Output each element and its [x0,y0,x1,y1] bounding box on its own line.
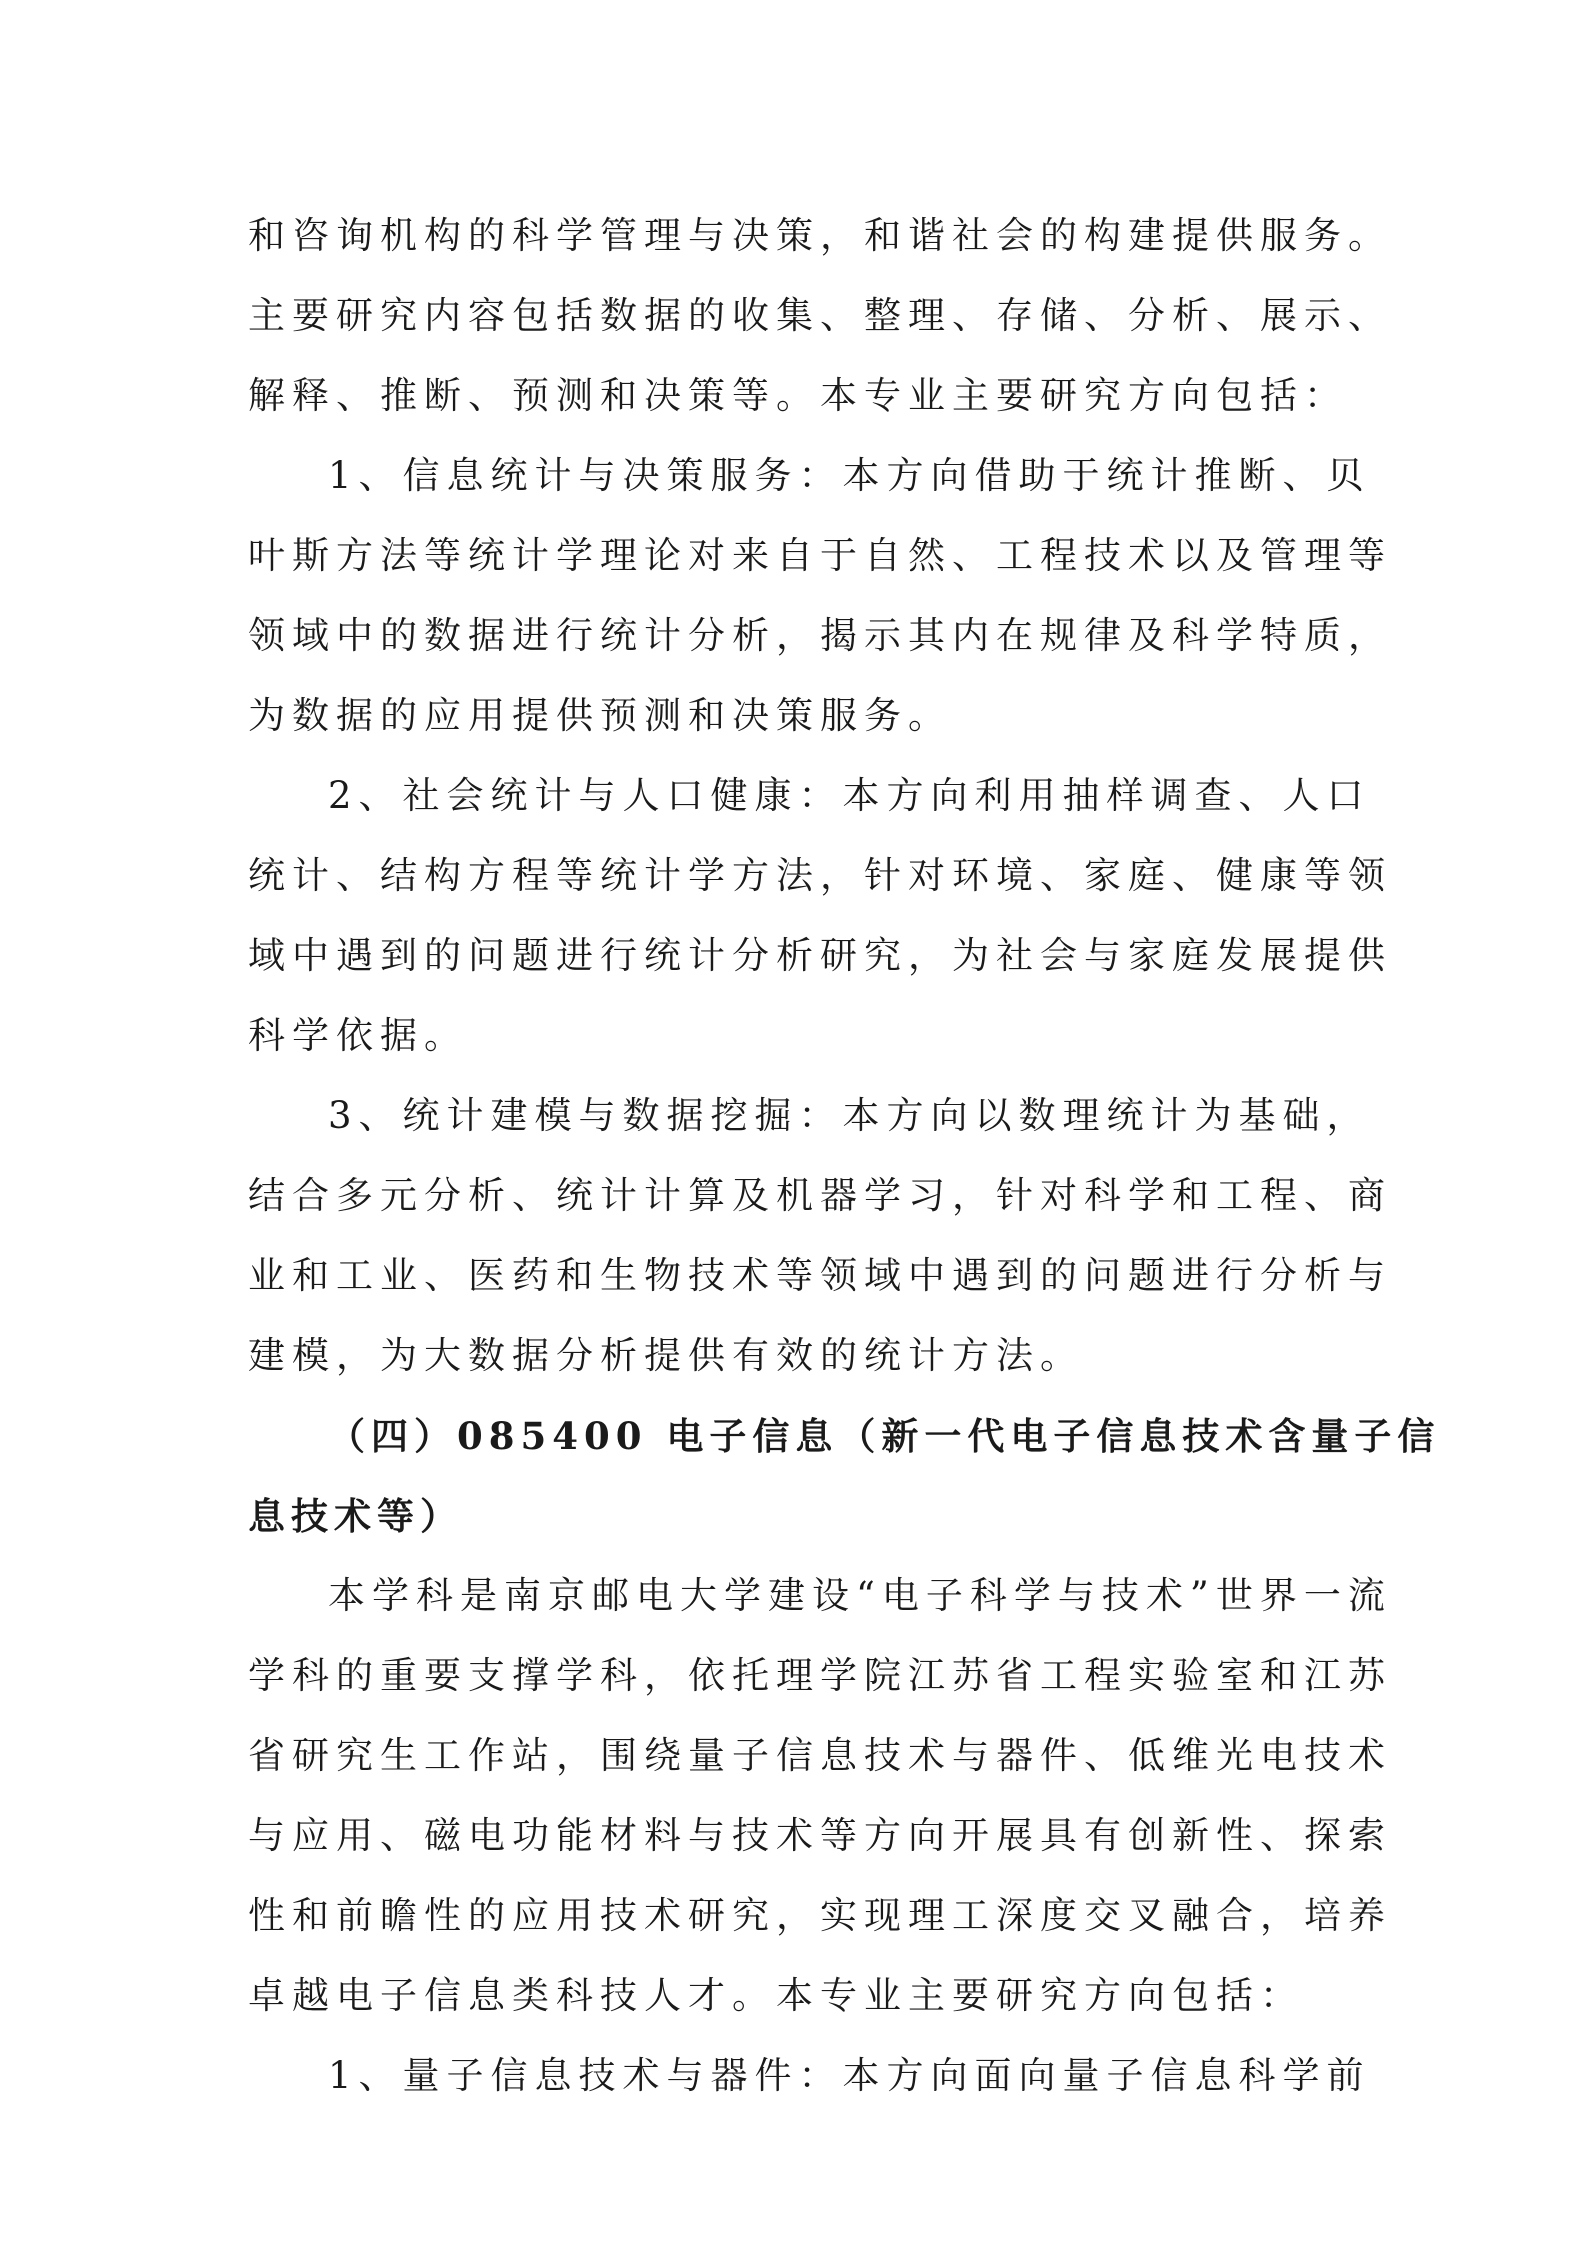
paragraph-first-line: 1、信息统计与决策服务：本方向借助于统计推断、贝 [328,454,1371,497]
paragraph-first-line: 2、社会统计与人口健康：本方向利用抽样调查、人口 [328,774,1371,817]
text-line: 解释、推断、预测和决策等。本专业主要研究方向包括： [248,374,1348,417]
text-line: 学科的重要支撑学科，依托理学院江苏省工程实验室和江苏 [248,1654,1392,1697]
text-line: 叶斯方法等统计学理论对来自于自然、工程技术以及管理等 [248,534,1392,577]
text-line: 建模，为大数据分析提供有效的统计方法。 [248,1334,1084,1377]
text-line: 科学依据。 [248,1014,468,1057]
section-heading: （四）085400 电子信息（新一代电子信息技术含量子信 [328,1414,1441,1458]
text-line: 卓越电子信息类科技人才。本专业主要研究方向包括： [248,1974,1304,2017]
text-line: 业和工业、医药和生物技术等领域中遇到的问题进行分析与 [248,1254,1392,1297]
paragraph-first-line: 1、量子信息技术与器件：本方向面向量子信息科学前 [328,2054,1371,2097]
text-line: 性和前瞻性的应用技术研究，实现理工深度交叉融合，培养 [248,1894,1392,1937]
text-line: 领域中的数据进行统计分析，揭示其内在规律及科学特质， [248,614,1392,657]
text-line: 域中遇到的问题进行统计分析研究，为社会与家庭发展提供 [248,934,1392,977]
text-line: 省研究生工作站，围绕量子信息技术与器件、低维光电技术 [248,1734,1392,1777]
text-line: 主要研究内容包括数据的收集、整理、存储、分析、展示、 [248,294,1392,337]
text-line: 和咨询机构的科学管理与决策，和谐社会的构建提供服务。 [248,214,1392,257]
paragraph-first-line: 本学科是南京邮电大学建设“电子科学与技术”世界一流 [328,1574,1392,1617]
text-line: 为数据的应用提供预测和决策服务。 [248,694,952,737]
paragraph-first-line: 3、统计建模与数据挖掘：本方向以数理统计为基础， [328,1094,1371,1137]
text-line: 统计、结构方程等统计学方法，针对环境、家庭、健康等领 [248,854,1392,897]
text-line: 与应用、磁电功能材料与技术等方向开展具有创新性、探索 [248,1814,1392,1857]
section-heading-continued: 息技术等） [248,1494,463,1538]
text-line: 结合多元分析、统计计算及机器学习，针对科学和工程、商 [248,1174,1392,1217]
